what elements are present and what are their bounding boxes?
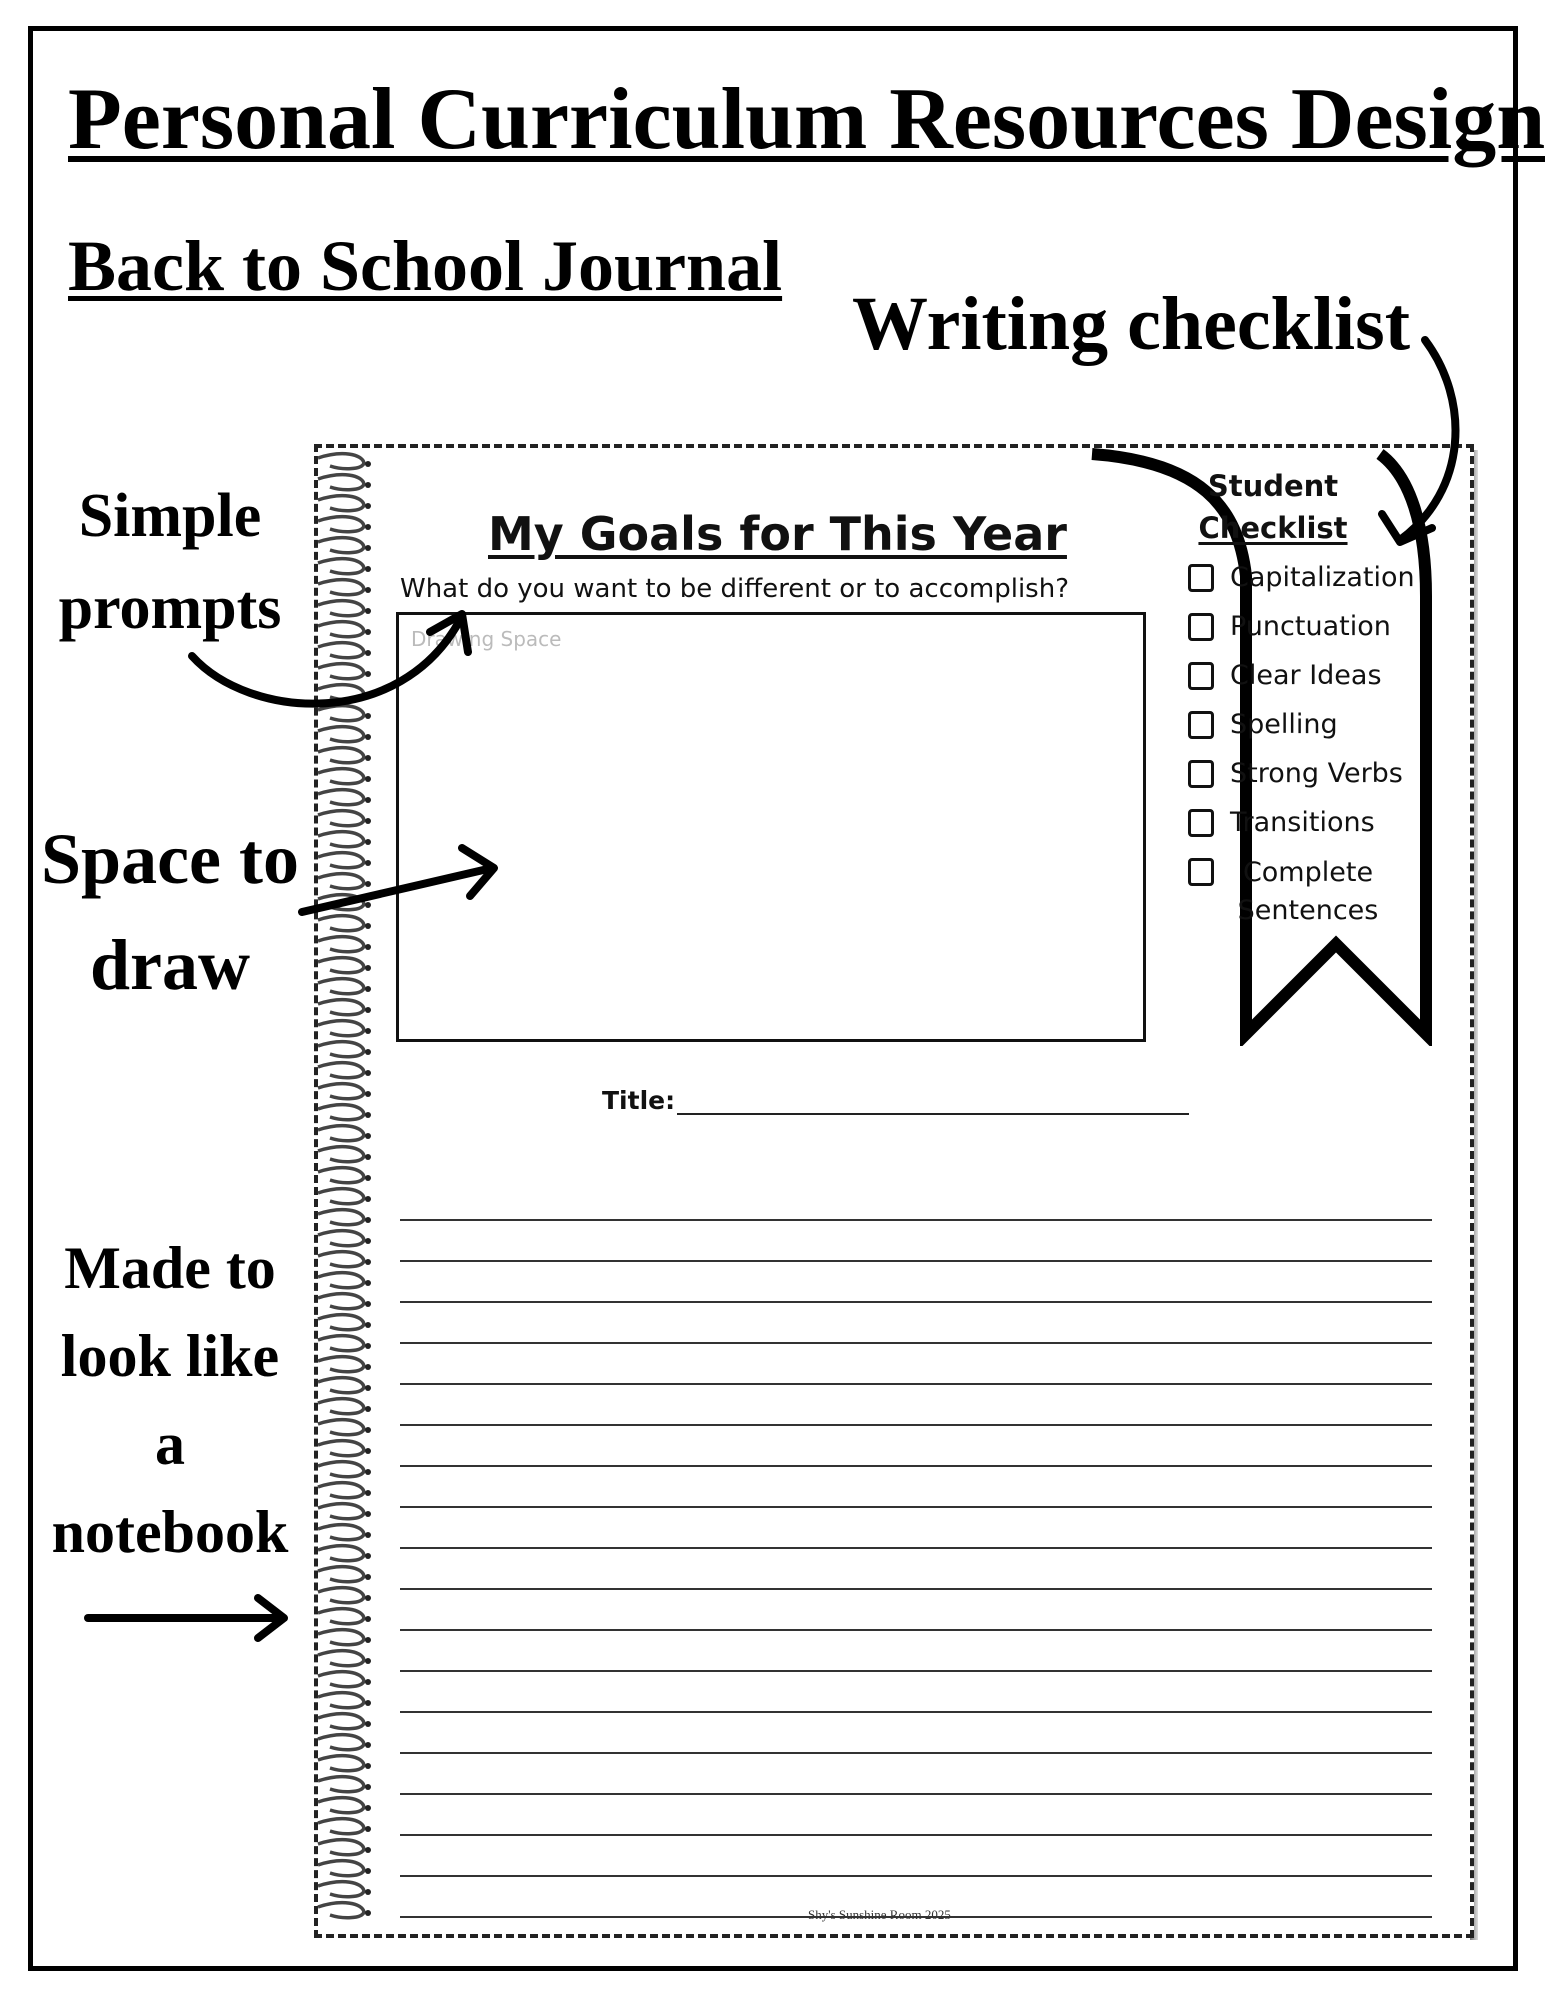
spiral-coil <box>318 1420 364 1435</box>
spiral-coil <box>318 937 364 952</box>
spiral-coil <box>318 958 364 973</box>
spiral-hole <box>365 1889 371 1895</box>
title-field[interactable] <box>602 1086 1189 1115</box>
spiral-coil <box>318 1588 364 1603</box>
writing-lines[interactable] <box>400 1180 1432 1918</box>
spiral-hole <box>365 1217 371 1223</box>
spiral-hole <box>365 1574 371 1580</box>
spiral-hole <box>365 839 371 845</box>
spiral-coil <box>318 1252 364 1267</box>
spiral-coil <box>318 706 364 721</box>
spiral-hole <box>365 1742 371 1748</box>
spiral-coil <box>318 1525 364 1540</box>
spiral-hole <box>365 1007 371 1013</box>
spiral-coil <box>318 1021 364 1036</box>
checklist-item[interactable] <box>1186 805 1446 854</box>
checklist-item-label: Spelling <box>1230 709 1338 740</box>
spiral-coil <box>318 1693 364 1708</box>
spiral-coil <box>318 1630 364 1645</box>
spiral-hole <box>365 860 371 866</box>
spiral-coil <box>318 1042 364 1057</box>
spiral-coil <box>318 1168 364 1183</box>
spiral-coil <box>318 1210 364 1225</box>
spiral-hole <box>365 1763 371 1769</box>
spiral-coil <box>318 1399 364 1414</box>
spiral-coil <box>318 601 364 616</box>
spiral-hole <box>365 1196 371 1202</box>
writing-line[interactable] <box>400 1180 1432 1221</box>
spiral-hole <box>365 1805 371 1811</box>
spiral-coil <box>318 1819 364 1834</box>
spiral-hole <box>365 1280 371 1286</box>
journal-page-title: My Goals for This Year <box>488 507 1067 561</box>
spiral-hole <box>365 587 371 593</box>
spiral-coil <box>318 811 364 826</box>
spiral-hole <box>365 965 371 971</box>
spiral-hole <box>365 1637 371 1643</box>
spiral-coil <box>318 1231 364 1246</box>
checklist-item-label: Capitalization <box>1230 562 1415 593</box>
checklist-items <box>1186 560 1446 926</box>
spiral-coil <box>318 979 364 994</box>
spiral-hole <box>365 1700 371 1706</box>
spiral-coil <box>318 496 364 511</box>
spiral-coil <box>318 454 364 469</box>
spiral-coil <box>318 832 364 847</box>
checklist-item-label: Punctuation <box>1230 611 1391 642</box>
spiral-coil <box>318 1903 364 1918</box>
spiral-hole <box>365 503 371 509</box>
spiral-coil <box>318 1189 364 1204</box>
writing-line[interactable] <box>400 1508 1432 1549</box>
spiral-hole <box>365 986 371 992</box>
spiral-coil <box>318 622 364 637</box>
journal-prompt: What do you want to be different or to accomplish? <box>400 574 1070 604</box>
checklist-item-label: Clear Ideas <box>1230 660 1382 691</box>
spiral-coil <box>318 1462 364 1477</box>
writing-line[interactable] <box>400 1344 1432 1385</box>
checklist-item-label: Strong Verbs <box>1230 758 1403 789</box>
spiral-coil <box>318 1105 364 1120</box>
drawing-space-box[interactable] <box>396 612 1146 1042</box>
spiral-hole <box>365 1595 371 1601</box>
writing-line[interactable] <box>400 1262 1432 1303</box>
checkbox-icon[interactable] <box>1188 613 1214 641</box>
spiral-hole <box>365 629 371 635</box>
spiral-hole <box>365 1826 371 1832</box>
spiral-coil <box>318 916 364 931</box>
spiral-coil <box>318 748 364 763</box>
spiral-coil <box>318 769 364 784</box>
spiral-coil <box>318 1147 364 1162</box>
writing-line[interactable] <box>400 1795 1432 1836</box>
spiral-coil <box>318 475 364 490</box>
spiral-hole <box>365 713 371 719</box>
writing-line[interactable] <box>400 1549 1432 1590</box>
spiral-hole <box>365 1469 371 1475</box>
spiral-hole <box>365 1616 371 1622</box>
spiral-coil <box>318 1651 364 1666</box>
annotation-space-to-draw: Space to draw <box>41 819 299 1005</box>
checklist-heading-underlined: Checklist <box>1198 511 1348 545</box>
title-blank-line[interactable] <box>677 1091 1189 1115</box>
spiral-hole <box>365 1490 371 1496</box>
writing-line[interactable] <box>400 1385 1432 1426</box>
checkbox-icon[interactable] <box>1188 760 1214 788</box>
spiral-coil <box>318 895 364 910</box>
spiral-hole <box>365 1070 371 1076</box>
checkbox-icon[interactable] <box>1188 711 1214 739</box>
spiral-coil <box>318 1777 364 1792</box>
spiral-hole <box>365 1910 371 1916</box>
spiral-hole <box>365 755 371 761</box>
spiral-hole <box>365 1658 371 1664</box>
spiral-coil <box>318 874 364 889</box>
spiral-hole <box>365 1721 371 1727</box>
spiral-hole <box>365 1091 371 1097</box>
spiral-hole <box>365 1511 371 1517</box>
spiral-hole <box>365 482 371 488</box>
spiral-coil <box>318 1294 364 1309</box>
spiral-coil <box>318 1798 364 1813</box>
checklist-item[interactable] <box>1186 854 1446 926</box>
checklist-item-label: Transitions <box>1230 807 1375 838</box>
spiral-hole <box>365 1847 371 1853</box>
spiral-hole <box>365 1553 371 1559</box>
spiral-coil <box>318 538 364 553</box>
spiral-hole <box>365 671 371 677</box>
spiral-hole <box>365 545 371 551</box>
spiral-hole <box>365 734 371 740</box>
spiral-coil <box>318 1504 364 1519</box>
writing-line[interactable] <box>400 1221 1432 1262</box>
spiral-hole <box>365 1322 371 1328</box>
spiral-coil <box>318 1084 364 1099</box>
writing-line[interactable] <box>400 1836 1432 1877</box>
spiral-hole <box>365 608 371 614</box>
spiral-coil <box>318 1609 364 1624</box>
spiral-hole <box>365 1868 371 1874</box>
title-label: Title: <box>602 1086 676 1115</box>
spiral-hole <box>365 1154 371 1160</box>
checklist-item-label: Complete Sentences <box>1237 857 1379 926</box>
spiral-hole <box>365 1364 371 1370</box>
spiral-coil <box>318 685 364 700</box>
checkbox-icon[interactable] <box>1188 564 1214 592</box>
annotation-notebook-look: Made to look like a notebook <box>51 1235 289 1565</box>
spiral-coil <box>318 1336 364 1351</box>
spiral-hole <box>365 1406 371 1412</box>
spiral-hole <box>365 1175 371 1181</box>
spiral-coil <box>318 1000 364 1015</box>
spiral-hole <box>365 1049 371 1055</box>
spiral-hole <box>365 1238 371 1244</box>
footer-credit: Shy's Sunshine Room 2025 <box>808 1907 951 1922</box>
spiral-coil <box>318 1546 364 1561</box>
spiral-coil <box>318 1735 364 1750</box>
spiral-hole <box>365 902 371 908</box>
page-subtitle: Back to School Journal <box>68 226 783 306</box>
checklist-heading: Student <box>1207 469 1339 503</box>
spiral-hole <box>365 1112 371 1118</box>
spiral-hole <box>365 1301 371 1307</box>
checkbox-icon[interactable] <box>1188 809 1214 837</box>
writing-line[interactable] <box>400 1467 1432 1508</box>
spiral-hole <box>365 1133 371 1139</box>
annotation-writing-checklist: Writing checklist <box>852 282 1411 366</box>
spiral-hole <box>365 1679 371 1685</box>
checklist-item[interactable] <box>1186 609 1446 658</box>
writing-line[interactable] <box>400 1426 1432 1467</box>
spiral-hole <box>365 1784 371 1790</box>
spiral-coil <box>318 1357 364 1372</box>
checklist-item[interactable] <box>1186 756 1446 805</box>
writing-line[interactable] <box>400 1590 1432 1631</box>
spiral-coil <box>318 1861 364 1876</box>
spiral-coil <box>318 643 364 658</box>
spiral-coil <box>318 517 364 532</box>
spiral-hole <box>365 923 371 929</box>
spiral-hole <box>365 1448 371 1454</box>
spiral-hole <box>365 1028 371 1034</box>
spiral-binding-icon <box>312 448 382 1934</box>
spiral-hole <box>365 1532 371 1538</box>
writing-line[interactable] <box>400 1754 1432 1795</box>
writing-line[interactable] <box>400 1631 1432 1672</box>
writing-line[interactable] <box>400 1303 1432 1344</box>
spiral-coil <box>318 1315 364 1330</box>
spiral-coil <box>318 853 364 868</box>
spiral-coil <box>318 664 364 679</box>
spiral-hole <box>365 797 371 803</box>
checklist-item[interactable] <box>1186 707 1446 756</box>
checklist-item[interactable] <box>1186 560 1446 609</box>
spiral-hole <box>365 461 371 467</box>
spiral-coil <box>318 1273 364 1288</box>
checklist-item[interactable] <box>1186 658 1446 707</box>
spiral-coil <box>318 1378 364 1393</box>
spiral-hole <box>365 818 371 824</box>
spiral-coil <box>318 1483 364 1498</box>
spiral-coil <box>318 1063 364 1078</box>
spiral-coil <box>318 790 364 805</box>
checkbox-icon[interactable] <box>1188 858 1214 886</box>
spiral-coil <box>318 1672 364 1687</box>
spiral-coil <box>318 1756 364 1771</box>
checkbox-icon[interactable] <box>1188 662 1214 690</box>
spiral-hole <box>365 1259 371 1265</box>
spiral-hole <box>365 881 371 887</box>
spiral-hole <box>365 1427 371 1433</box>
spiral-coil <box>318 727 364 742</box>
spiral-hole <box>365 944 371 950</box>
spiral-coil <box>318 1441 364 1456</box>
spiral-hole <box>365 1385 371 1391</box>
spiral-hole <box>365 1343 371 1349</box>
spiral-hole <box>365 776 371 782</box>
spiral-coil <box>318 1882 364 1897</box>
spiral-hole <box>365 650 371 656</box>
spiral-hole <box>365 524 371 530</box>
spiral-coil <box>318 1840 364 1855</box>
spiral-coil <box>318 580 364 595</box>
page-title-main: Personal Curriculum Resources Design <box>68 71 1545 168</box>
writing-line[interactable] <box>400 1672 1432 1713</box>
drawing-space-hint: Drawing Space <box>411 627 562 651</box>
writing-line[interactable] <box>400 1713 1432 1754</box>
spiral-coil <box>318 559 364 574</box>
spiral-hole <box>365 566 371 572</box>
spiral-coil <box>318 1567 364 1582</box>
annotation-simple-prompts: Simple prompts <box>58 482 282 642</box>
spiral-coil <box>318 1126 364 1141</box>
spiral-coil <box>318 1714 364 1729</box>
spiral-hole <box>365 692 371 698</box>
